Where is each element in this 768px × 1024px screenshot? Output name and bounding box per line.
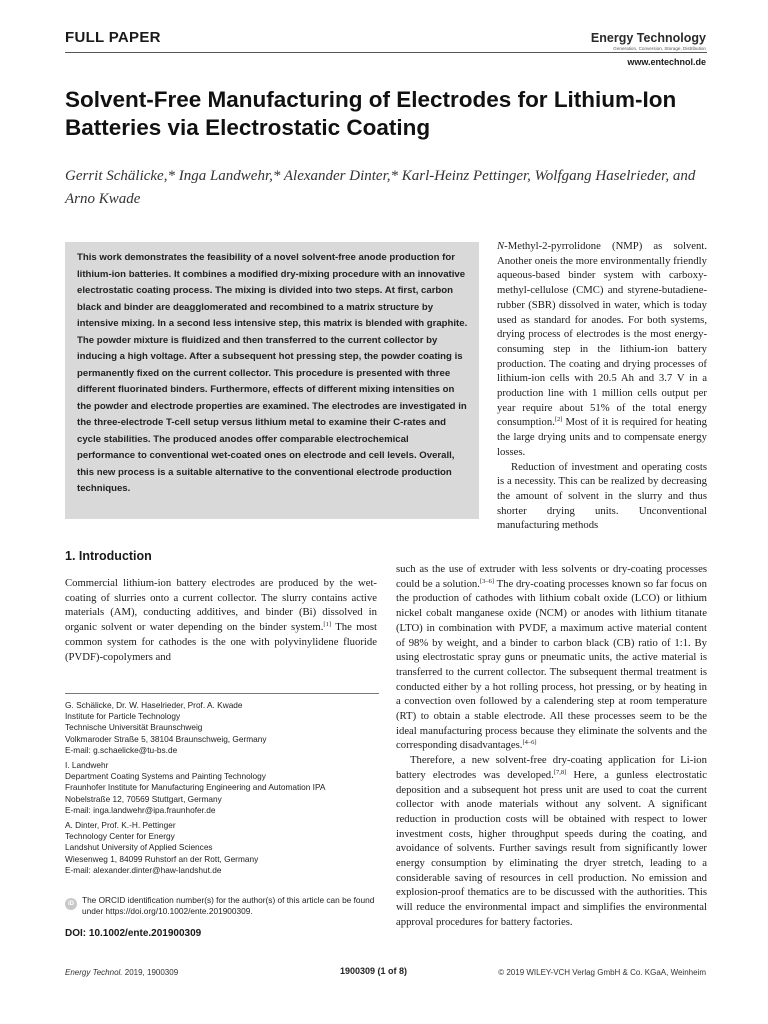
citation-7-8[interactable]: [7,8] bbox=[553, 768, 567, 776]
page-number: 1900309 (1 of 8) bbox=[340, 966, 408, 976]
journal-tagline: Generation, Conversion, Storage, Distribution bbox=[613, 46, 706, 51]
affiliations bbox=[65, 700, 380, 880]
abstract-text: This work demonstrates the feasibility of a novel solvent-free anode production for lithium-ion batteries. It combines a modified dry-mixing procedure with an innovative electrostatic coating process. The mixing is divided into two steps. At first, carbon black and binder are deagglomerated and recombined to a matrix structure by intensive mixing. In a second less intensive step, this matrix is blended with graphite. The powder mixture is fluidized and then transferred to the current collector by inducing a high voltage. After a subsequent hot pressing step, the powder coating is permanently fixed on the current collector. This procedure is presented with three different fluorinated binders. Furthermore, effects of different mixing intensities on the powder and electrode properties are examined. The electrodes are investigated in the three-electrode T-cell setup versus lithium metal to examine their C-rates and cycle stabilities. The produced anodes offer comparable electrochemical performance to conventional wet-coated ones on electrode and cell levels. Overall, this new process is a suitable alternative to the conventional electrode production techniques. bbox=[77, 252, 468, 494]
right-column-bottom bbox=[396, 562, 707, 930]
left-column-body bbox=[65, 576, 377, 664]
affiliation-line: Department Coating Systems and Painting Technology bbox=[65, 771, 266, 782]
text: Here, a gunless electrostatic deposition and a subsequent hot press unit are used to coat the current collector with anode materials without any solvent. A significant reduction in production costs will be obtained with respect to lower investment costs, higher throughput speeds during the coating, and avoidance of solvents. Further savings result from significantly lower energy consumption by eliminating the dryer stretch, leading to a considerable saving of resources in cell production. No emission and explosion-proof thematics are to be discussed with the authorities. This will reduce the environmental impact and simplifies the environmental approval procedures for battery factories. bbox=[396, 768, 707, 928]
citation-3-6[interactable]: [3–6] bbox=[479, 577, 495, 585]
text: The most common system for cathodes is the one with polyvinylidene fluoride (PVDF)-copolymers and bbox=[65, 621, 377, 663]
journal-name: Energy Technology bbox=[590, 31, 706, 45]
section-heading-introduction: 1. Introduction bbox=[65, 549, 152, 563]
affiliation-line: A. Dinter, Prof. K.-H. Pettinger bbox=[65, 820, 176, 831]
affiliation-divider bbox=[65, 693, 379, 694]
text: Commercial lithium-ion battery electrodes are produced by the wet-coating of slurries onto a current collector. The slurry contains active materials (AM), conducting additives, and binder (Bi) dissolved in organic solvent or water depending on the binder system. bbox=[65, 577, 377, 634]
affiliation-block bbox=[65, 820, 380, 876]
text: The dry-coating processes known so far focus on the production of cathodes with lithium cobalt oxide (LCO) or lithium nickel cobalt manganese oxide (NCM) or anodes with lithium titanate (LTO) in combination with PVDF, a maximum active material content of 98% by weight, and a binder to carbon black (CB) ratio of 1:1. By using electrostatic spray guns or pneumatic units, the active material is transferred to the current collector. The subsequent thermal treatment is conducted either by a hot rolling process, hot pressing, or by heating in a convection oven followed by a calendering step at room temperature (RT) to obtain a stable electrode. All these processes seem to be the ideal manufacturing process because they eliminate the solvents and the corresponding disadvantages. bbox=[396, 577, 707, 752]
italic-n: N bbox=[497, 240, 505, 252]
text: -Methyl-2-pyrrolidone (NMP) as solvent. Another oneis the more environmentally friendly aqueous-based binder system with carboxy-methyl-cellulose (CMC) and styrene-butadiene-rubber (SBR) dissolved in water, which is today used as standard for anodes. For both systems, drying process of electrodes is the most energy-consuming step in the lithium-ion battery production. The coating and drying processes of lithium-ion cells with 20.5 Ah and 3.7 V in a production line with 1 million cells output per year require about 51% of the total energy consumption. bbox=[497, 240, 707, 429]
paragraph-reduction: Reduction of investment and operating costs is a necessity. This can be realized by decreasing the amount of solvent in the slurry and thus shorter drying units. Unconventional manufacturing methods bbox=[497, 460, 707, 532]
footer-journal-name: Energy Technol. bbox=[65, 968, 123, 977]
affiliation-line: Volkmaroder Straße 5, 38104 Braunschweig, Germany bbox=[65, 733, 267, 744]
citation-4-6[interactable]: [4–6] bbox=[522, 739, 537, 747]
orcid-icon[interactable]: iD bbox=[65, 898, 77, 910]
affiliation-line: Nobelstraße 12, 70569 Stuttgart, Germany bbox=[65, 793, 222, 804]
affiliation-line: Technology Center for Energy bbox=[65, 831, 175, 842]
affiliation-line: Institute for Particle Technology bbox=[65, 711, 181, 722]
abstract-box bbox=[65, 242, 479, 519]
paragraph-dry-coating bbox=[396, 562, 707, 753]
affiliation-line: Wiesenweg 1, 84099 Ruhstorf an der Rott, Germany bbox=[65, 853, 259, 864]
header-divider bbox=[65, 52, 707, 53]
text: Therefore, a new solvent-free dry-coating application for Li-ion battery electrodes was developed. bbox=[396, 754, 707, 781]
affiliation-block bbox=[65, 760, 380, 816]
paragraph-nmp bbox=[497, 239, 707, 460]
affiliation-line: G. Schälicke, Dr. W. Haselrieder, Prof. A. Kwade bbox=[65, 700, 243, 710]
right-column-top bbox=[497, 239, 707, 533]
paragraph-intro bbox=[65, 576, 377, 664]
affiliation-line: Technische Universität Braunschweig bbox=[65, 722, 203, 733]
text: such as the use of extruder with less solvents or dry-coating processes could be a solution. bbox=[396, 563, 707, 590]
affiliation-block bbox=[65, 700, 380, 756]
orcid-text: The ORCID identification number(s) for the author(s) of this article can be found under https://doi.org/10.1002/ente.201900309. bbox=[82, 895, 375, 917]
footer-journal-issue: 2019, 1900309 bbox=[122, 968, 179, 977]
affiliation-email[interactable]: E-mail: inga.landwehr@ipa.fraunhofer.de bbox=[65, 804, 216, 815]
citation-1[interactable]: [1] bbox=[323, 621, 331, 629]
paragraph-therefore bbox=[396, 753, 707, 929]
affiliation-email[interactable]: E-mail: g.schaelicke@tu-bs.de bbox=[65, 744, 178, 755]
footer-journal bbox=[65, 968, 178, 977]
journal-url[interactable]: www.entechnol.de bbox=[627, 57, 706, 67]
paper-title: Solvent-Free Manufacturing of Electrodes for Lithium-Ion Batteries via Electrostatic Coating bbox=[65, 87, 677, 140]
text: Most of it is required for heating the large drying units and to compensate energy losses. bbox=[497, 416, 707, 458]
section-label: FULL PAPER bbox=[65, 29, 161, 46]
copyright: © 2019 WILEY-VCH Verlag GmbH & Co. KGaA, Weinheim bbox=[498, 968, 706, 977]
citation-2[interactable]: [2] bbox=[554, 416, 563, 424]
author-list: Gerrit Schälicke,* Inga Landwehr,* Alexander Dinter,* Karl-Heinz Pettinger, Wolfgang Haselrieder, and Arno Kwade bbox=[65, 168, 696, 207]
affiliation-email[interactable]: E-mail: alexander.dinter@haw-landshut.de bbox=[65, 864, 222, 875]
affiliation-line: Landshut University of Applied Sciences bbox=[65, 842, 213, 853]
affiliation-line: Fraunhofer Institute for Manufacturing Engineering and Automation IPA bbox=[65, 782, 326, 793]
doi[interactable]: DOI: 10.1002/ente.201900309 bbox=[65, 928, 202, 939]
affiliation-line: I. Landwehr bbox=[65, 760, 109, 771]
